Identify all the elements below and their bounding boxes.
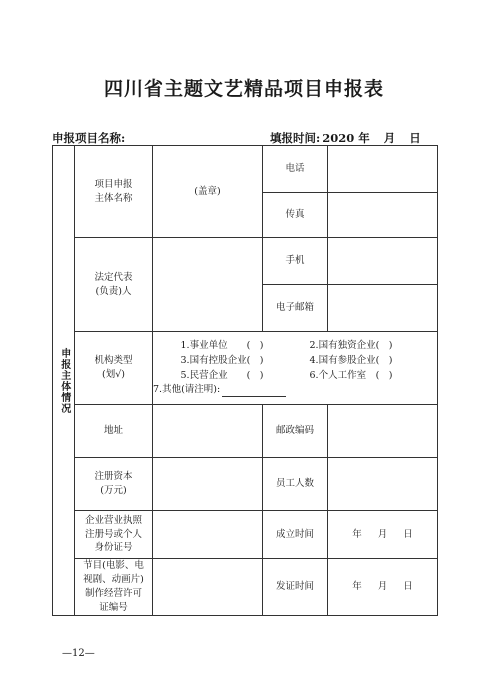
program-permit-label: 节目(电影、电 视剧、动画片) 制作经营许可 证编号 (75, 559, 153, 616)
seal-cell[interactable] (153, 146, 263, 238)
mobile-value[interactable] (328, 238, 438, 285)
staff-count-value[interactable] (328, 458, 438, 511)
fill-time (270, 130, 421, 146)
issue-day-unit: 日 (403, 581, 413, 593)
issue-time-value[interactable] (328, 559, 438, 616)
program-permit-value[interactable] (153, 559, 263, 616)
established-month-unit: 月 (377, 528, 388, 540)
fill-time-month: 月 (383, 131, 396, 145)
staff-count-label: 员工人数 (263, 458, 328, 511)
application-form-table (52, 145, 438, 616)
issue-month-unit: 月 (377, 581, 388, 593)
email-value[interactable] (328, 285, 438, 332)
side-label: 申报主体情况 (53, 146, 75, 616)
page-title: 四川省主题文艺精品项目申报表 (103, 78, 384, 100)
org-option-7[interactable] (153, 383, 291, 397)
org-option-3[interactable]: 3.国有控股企业( ) (180, 354, 264, 366)
org-option-4[interactable]: 4.国有参股企业( ) (309, 354, 393, 366)
project-name-label: 申报项目名称: (52, 131, 126, 145)
legal-rep-value[interactable] (153, 238, 263, 332)
established-year-unit: 年 (352, 528, 362, 540)
page-number: —12— (62, 648, 95, 659)
org-option-7-blank[interactable] (222, 386, 286, 397)
org-option-1[interactable]: 1.事业单位 ( ) (180, 339, 264, 351)
address-label: 地址 (75, 405, 153, 458)
license-no-label: 企业营业执照 注册号或个人 身份证号 (75, 511, 153, 559)
org-option-6[interactable]: 6.个人工作室 ( ) (309, 369, 393, 381)
license-no-value[interactable] (153, 511, 263, 559)
postal-code-value[interactable] (328, 405, 438, 458)
address-value[interactable] (153, 405, 263, 458)
phone-label: 电话 (263, 146, 328, 193)
established-day-unit: 日 (403, 528, 413, 540)
entity-name-label: 项目申报 主体名称 (75, 146, 153, 238)
registered-capital-label: 注册资本 (万元) (75, 458, 153, 511)
fill-time-year: 2020 年 (322, 131, 370, 145)
fax-value[interactable] (328, 193, 438, 238)
legal-rep-label: 法定代表 (负责)人 (75, 238, 153, 332)
issue-year-unit: 年 (352, 581, 362, 593)
registered-capital-value[interactable] (153, 458, 263, 511)
org-type-label: 机构类型 (划√) (75, 332, 153, 405)
org-type-options (153, 332, 438, 405)
seal-label: (盖章) (194, 185, 221, 197)
established-time-value[interactable] (328, 511, 438, 559)
email-label: 电子邮箱 (263, 285, 328, 332)
org-option-5[interactable]: 5.民营企业 ( ) (180, 369, 264, 381)
org-option-7-label: 7.其他(请注明): (153, 384, 221, 396)
mobile-label: 手机 (263, 238, 328, 285)
postal-code-label: 邮政编码 (263, 405, 328, 458)
phone-value[interactable] (328, 146, 438, 193)
fax-label: 传真 (263, 193, 328, 238)
issue-time-label: 发证时间 (263, 559, 328, 616)
established-time-label: 成立时间 (263, 511, 328, 559)
org-option-2[interactable]: 2.国有独资企业( ) (309, 339, 393, 351)
fill-time-label: 填报时间: (270, 131, 321, 145)
fill-time-day: 日 (409, 131, 421, 145)
